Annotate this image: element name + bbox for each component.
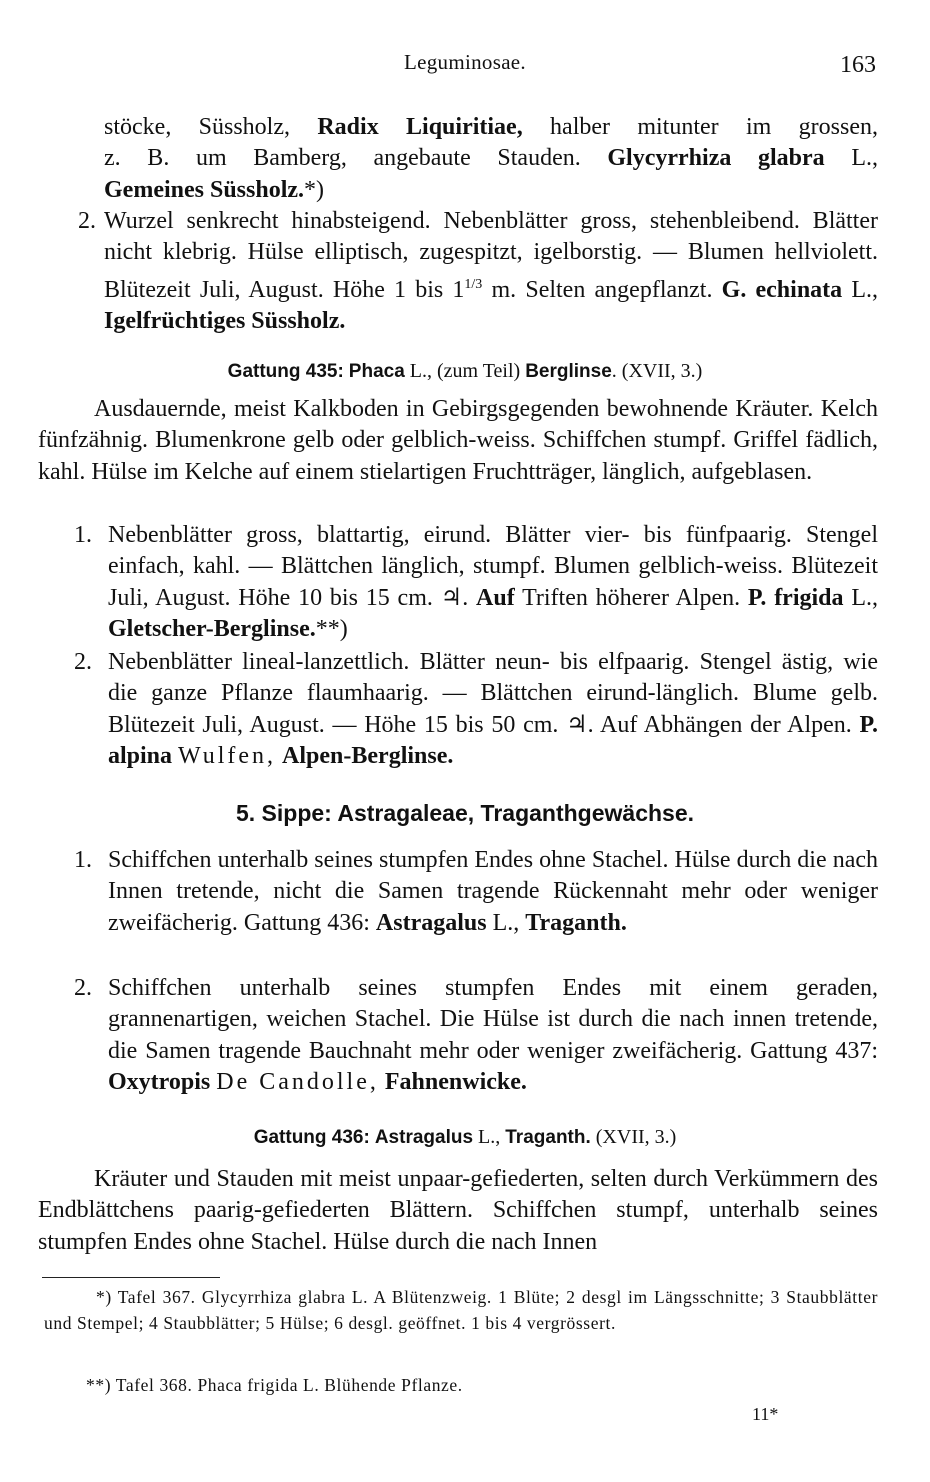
sippe-item-2 bbox=[38, 973, 878, 1098]
phaca-item-1 bbox=[38, 520, 878, 645]
common-name: Gletscher-Berglinse. bbox=[108, 615, 316, 642]
author: Wulfen, bbox=[178, 742, 277, 769]
class-ref: . (XVII, 3.) bbox=[611, 360, 703, 382]
item-text: Schiffchen unterhalb seines stumpfen Endes ohne Stachel. Hülse durch die nach Innen tretende, nicht die Samen tragende Rückennaht mehr oder weniger zweifächerig. Gattung 436: bbox=[108, 847, 878, 936]
species-name: P. frigida bbox=[747, 584, 844, 611]
footnote-ref: **) bbox=[315, 615, 348, 642]
author: L., bbox=[478, 1126, 501, 1148]
species-name: P. alpina bbox=[108, 711, 879, 769]
item-text: Nebenblätter gross, blattartig, eirund. Blätter vier- bis fünfpaarig. Stengel einfach, kahl. — Blättchen länglich, stumpf. Blumen gelblich-weiss. Blütezeit Juli, August. Höhe 10 bis 15 cm. ♃. bbox=[108, 522, 878, 611]
text: stöcke, Süssholz, bbox=[104, 114, 290, 140]
glycyrrhiza-continuation bbox=[38, 112, 878, 206]
common-name: Igelfrüchtiges Süssholz. bbox=[104, 307, 346, 334]
paragraph: Ausdauernde, meist Kalkboden in Gebirgsgegenden bewohnende Kräuter. Kelch fünfzähnig. Blumenkrone gelb oder gelblich-weiss. Schiffchen stumpf. Griffel fädlich, kahl. Hülse im Kelche auf einem stielartigen Fruchtträger, länglich, aufgeblasen. bbox=[38, 396, 878, 485]
author: L., bbox=[851, 584, 879, 611]
genus-name: Phaca bbox=[348, 361, 405, 382]
genus-name: Astragalus bbox=[375, 909, 487, 936]
item-number: 2. bbox=[74, 649, 92, 675]
list-item bbox=[38, 206, 878, 337]
running-header: Leguminosae. bbox=[404, 50, 526, 74]
footnote-2: **) Tafel 368. Phaca frigida L. Blühende Pflanze. bbox=[86, 1375, 463, 1395]
footnote-divider bbox=[42, 1277, 220, 1278]
genus-heading-phaca bbox=[0, 360, 930, 383]
author: L., bbox=[492, 909, 520, 936]
genus-common-name: Berglinse bbox=[525, 361, 612, 382]
list-item bbox=[38, 973, 878, 1098]
genus-common-name: Traganth. bbox=[505, 1127, 591, 1148]
text: Triften höherer Alpen. bbox=[522, 584, 741, 611]
genus-heading-astragalus bbox=[0, 1126, 930, 1149]
item-number: 2. bbox=[74, 975, 92, 1001]
footnote-1: *) Tafel 367. Glycyrrhiza glabra L. A Blütenzweig. 1 Blüte; 2 desgl im Längsschnitte; 3 Staubblätter und Stempel; 4 Staubblätter; 5 Hülse; 6 desgl. geöffnet. 1 bis 4 vergrössert. bbox=[44, 1287, 878, 1333]
sippe-item-1 bbox=[38, 845, 878, 939]
item-number: 1. bbox=[74, 522, 92, 548]
text: halber mitunter im grossen, bbox=[550, 114, 878, 140]
class-ref: (XVII, 3.) bbox=[595, 1126, 677, 1148]
species-name: G. echinata bbox=[721, 276, 843, 303]
list-item bbox=[38, 845, 878, 939]
fraction bbox=[464, 277, 482, 292]
glycyrrhiza-item-2 bbox=[38, 206, 878, 337]
page-number: 163 bbox=[840, 52, 876, 78]
list-item bbox=[38, 647, 878, 772]
fraction-value: 1/3 bbox=[464, 276, 483, 292]
line bbox=[38, 143, 878, 174]
genus-number: Gattung 436: bbox=[253, 1127, 370, 1148]
phaca-description bbox=[38, 394, 878, 488]
text: z. B. um Bamberg, angebaute Stauden. bbox=[104, 145, 581, 172]
genus-number: Gattung 435: bbox=[227, 361, 344, 382]
species-name: Glycyrrhiza glabra bbox=[607, 145, 825, 172]
common-name: Gemeines Süssholz. bbox=[104, 176, 305, 203]
item-text: Nebenblätter lineal-lanzettlich. Blätter neun- bis elfpaarig. Stengel ästig, wie die ganze Pflanze flaumhaarig. — Blättchen eirund-länglich. Blume gelb. Blütezeit Juli, August. — Höhe 15 bis 50 cm. ♃. Auf Abhängen der Alpen. bbox=[108, 649, 878, 738]
astragalus-description bbox=[38, 1164, 878, 1258]
signature-mark: 11* bbox=[752, 1404, 779, 1424]
author: L., (zum Teil) bbox=[409, 360, 521, 382]
author: L., bbox=[851, 145, 878, 172]
list-item bbox=[38, 520, 878, 645]
genus-common-name: Fahnenwicke. bbox=[384, 1068, 527, 1095]
line bbox=[38, 112, 878, 143]
genus-common-name: Traganth. bbox=[525, 909, 627, 936]
author: De Candolle, bbox=[216, 1068, 379, 1095]
text: Auf bbox=[476, 584, 515, 611]
paragraph: Kräuter und Stauden mit meist unpaar-gefiederten, selten durch Verkümmern des Endblättchens paarig-gefiederten Blättern. Schiffchen stumpf, unterhalb seines stumpfen Endes ohne Stachel. Hülse durch die nach Innen bbox=[38, 1166, 878, 1255]
author: L., bbox=[851, 276, 879, 303]
item-text: m. Selten angepflanzt. bbox=[491, 276, 713, 303]
item-text: Schiffchen unterhalb seines stumpfen Endes mit einem geraden, grannenartigen, weichen Stachel. Die Hülse ist durch die nach innen tretende, die Samen tragende Bauchnaht mehr oder weniger zweifächerig. Gattung 437: bbox=[108, 975, 878, 1064]
footnote-ref: *) bbox=[304, 176, 325, 203]
tribe-heading: 5. Sippe: Astragaleae, Traganthgewächse. bbox=[235, 800, 695, 826]
item-text: Wurzel senkrecht hinabsteigend. Nebenblätter gross, stehenbleibend. Blätter nicht klebrig. Hülse elliptisch, zugespitzt, igelborstig. — Blumen hellviolett. Blütezeit Juli, August. Höhe 1 bis 1 bbox=[104, 208, 878, 303]
item-number: 2. bbox=[78, 208, 96, 234]
line bbox=[38, 175, 878, 206]
item-number: 1. bbox=[74, 847, 92, 873]
genus-name: Astragalus bbox=[374, 1127, 474, 1148]
common-name: Alpen-Berglinse. bbox=[282, 742, 454, 769]
phaca-item-2 bbox=[38, 647, 878, 772]
drug-name: Radix Liquiritiae, bbox=[317, 114, 523, 140]
genus-name: Oxytropis bbox=[108, 1068, 211, 1095]
